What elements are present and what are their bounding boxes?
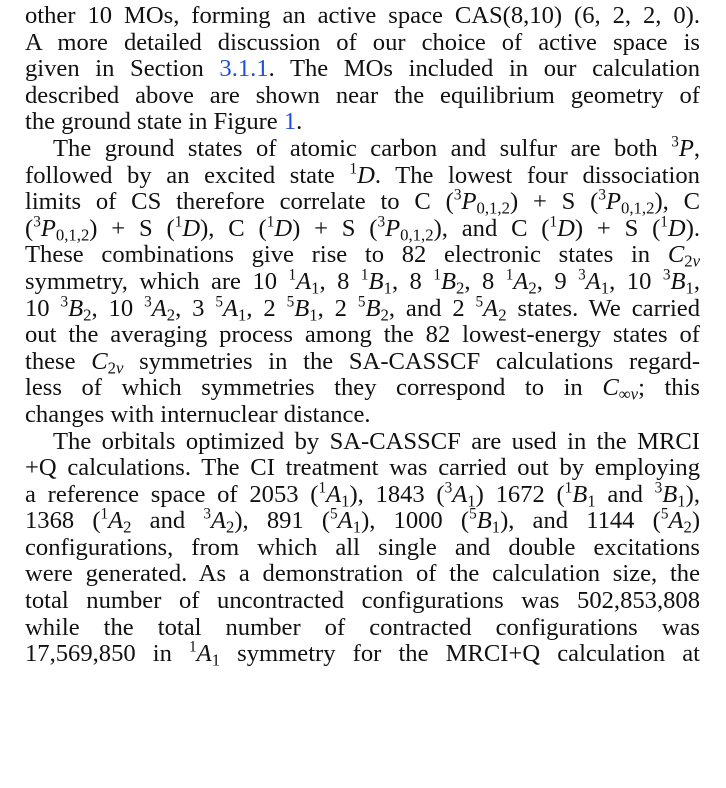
text-line: changes with internuclear distance. bbox=[25, 400, 371, 428]
text-line: total number of uncontracted configurations was 502,853,808 bbox=[25, 587, 700, 615]
text-line: The orbitals optimized by SA-CASSCF are used in the MRCI bbox=[53, 427, 700, 455]
text-line: symmetry, which are 10 $^1A_1$, 8 $^1B_1$, 8 $^1B_2$, 8 $^1A_2$, 9 $^3A_1$, 10 $^3B_1$, bbox=[25, 266, 701, 298]
text-line: 1368 ($^1A_2$ and $^3A_2$), 891 $(^5A_1)$, 1000 $(^5B_1)$, and 1144 $(^5A_2)$ bbox=[25, 505, 701, 537]
text-line: The ground states of atomic carbon and sulfur are both $^3$P, bbox=[53, 133, 700, 162]
text-line: given in Section 3.1.1. The MOs included in our calculation bbox=[25, 55, 700, 83]
text-line: were generated. As a demonstration of the calculation size, the bbox=[25, 560, 700, 588]
text-line: less of which symmetries they correspond to in $C_{\infty v}$; this bbox=[25, 374, 700, 404]
text-line: a reference space of 2053 $(^1A_1)$, 1843 $(^3A_1)$ 1672 ($^1B_1$ and $^3B_1$), bbox=[25, 479, 700, 511]
text-line: These combinations give rise to 82 electronic states in $C_{2v}$ bbox=[25, 241, 700, 272]
text-line: followed by an excited state $^1$D. The lowest four dissociation bbox=[25, 160, 700, 189]
text-line: other 10 MOs, forming an active space CAS(8,10) (6, 2, 2, 0). bbox=[25, 2, 700, 29]
text-line: 10 $^3B_2$, 10 $^3A_2$, 3 $^5A_1$, 2 $^5B_1$, 2 $^5B_2$, and 2 $^5A_2$ states. We carried bbox=[25, 293, 700, 325]
text-line: configurations, from which all single and double excitations bbox=[25, 533, 700, 561]
text-line: $(^3P_{0,1,2}) + S$ ($^1$D), C ($^1$D) + S $(^3P_{0,1,2})$, and C ($^1$D) + S ($^1$D). bbox=[25, 213, 701, 245]
paragraph-mrci-calculation bbox=[25, 429, 700, 668]
section-link[interactable]: 3.1.1 bbox=[219, 55, 269, 83]
text-line: out the averaging process among the 82 lowest-energy states of bbox=[25, 321, 700, 349]
figure-link[interactable]: 1 bbox=[283, 108, 297, 136]
text-line: +Q calculations. The CI treatment was carried out by employing bbox=[25, 454, 700, 482]
text-line: while the total number of contracted configurations was bbox=[25, 613, 700, 641]
text-line: described above are shown near the equilibrium geometry of bbox=[25, 81, 700, 109]
text-line: A more detailed discussion of our choice of active space is bbox=[25, 28, 700, 56]
text-line: the ground state in Figure 1. bbox=[25, 108, 303, 136]
text-line: 17,569,850 in $^1A_1$ symmetry for the MRCI+Q calculation at bbox=[25, 638, 700, 670]
text-line: limits of CS therefore correlate to C $(^3P_{0,1,2}) + S$ $(^3P_{0,1,2})$, C bbox=[25, 186, 701, 218]
text-line: these $C_{2v}$ symmetries in the SA-CASSCF calculations regard- bbox=[25, 347, 701, 378]
paragraph-dissociation-limits bbox=[25, 133, 701, 429]
paragraph-active-space bbox=[25, 3, 700, 136]
